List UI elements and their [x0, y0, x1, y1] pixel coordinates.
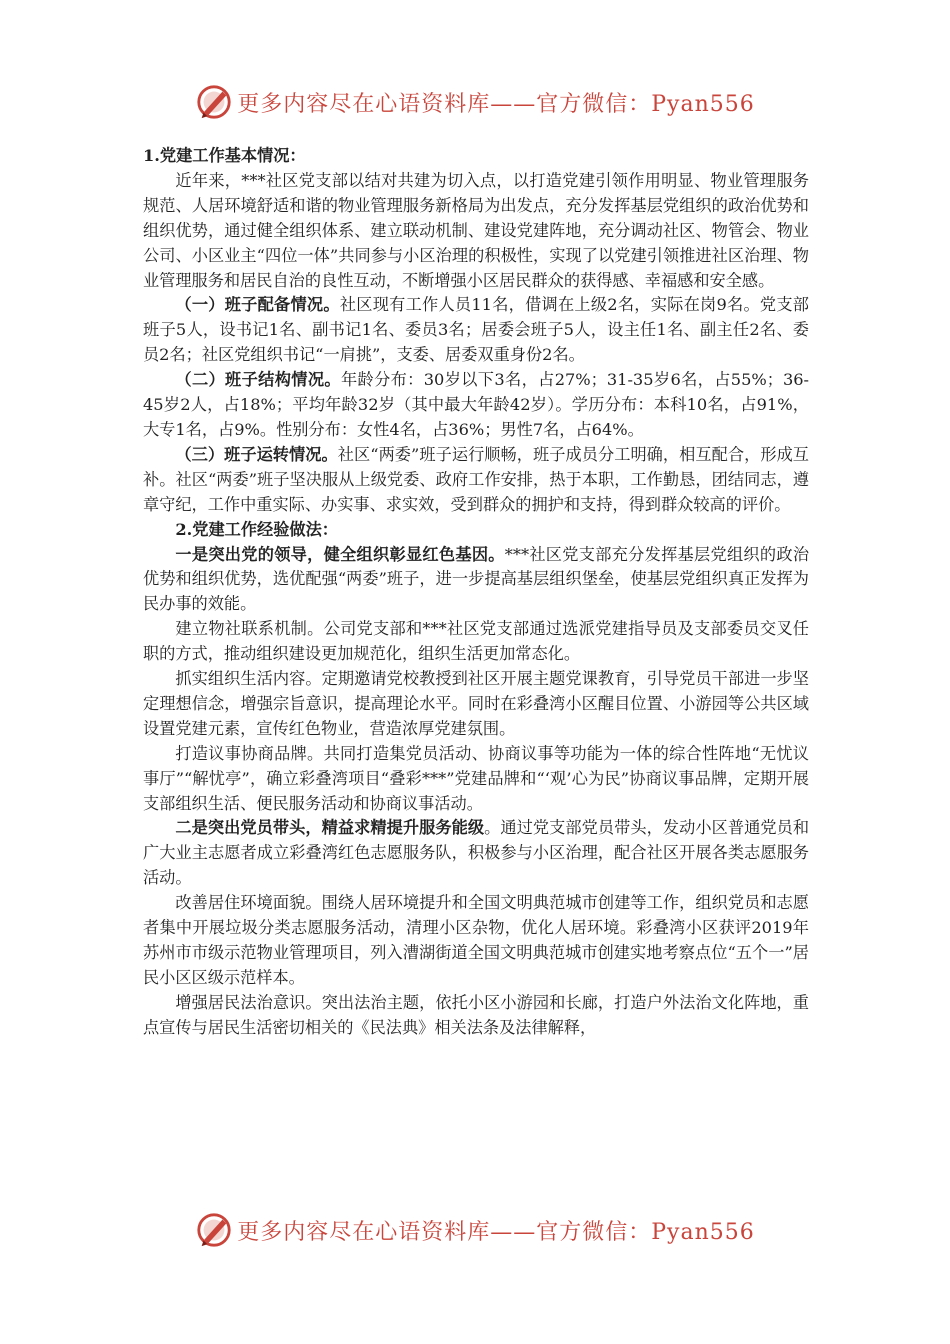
- paragraph-consultation-brand: 打造议事协商品牌。共同打造集党员活动、协商议事等功能为一体的综合性阵地“无忧议事厅”“解忧亭”，确立彩叠湾项目“叠彩***”党建品牌和“‘观’心为民”协商议事品牌，定期开展支部组织生活、便民服务活动和协商议事活动。: [143, 743, 809, 813]
- watermark-text: 更多内容尽在心语资料库——官方微信：Pyan556: [237, 91, 755, 117]
- paragraph-liaison-mechanism: 建立物社联系机制。公司党支部和***社区党支部通过选派党建指导员及支部委员交叉任职的方式，推动组织建设更加规范化，组织生活更加常态化。: [143, 619, 809, 664]
- watermark-banner-top: [0, 80, 950, 124]
- paragraph-legal-awareness: 增强居民法治意识。突出法治主题，依托小区小游园和长廊，打造户外法治文化阵地，重点宣传与居民生活密切相关的《民法典》相关法条及法律解释，: [143, 992, 809, 1037]
- paragraph-intro: 近年来，***社区党支部以结对共建为切入点，以打造党建引领作用明显、物业管理服务规范、人居环境舒适和谐的物业管理服务新格局为出发点，充分发挥基层党组织的政治优势和组织优势，通过健全组织体系、建立联动机制、建设党建阵地，充分调动社区、物管会、物业公司、小区业主“四位一体”共同参与小区治理的积极性，实现了以党建引领推进社区治理、物业管理服务和居民自治的良性互动，不断增强小区居民群众的获得感、幸福感和安全感。: [143, 170, 809, 290]
- pen-logo-icon: [195, 1211, 233, 1249]
- document-body: [143, 144, 809, 1041]
- watermark-banner-bottom: [0, 1208, 950, 1252]
- heading-experience: 2.党建工作经验做法：: [175, 519, 338, 539]
- paragraph-organization-life: 抓实组织生活内容。定期邀请党校教授到社区开展主题党课教育，引导党员干部进一步坚定理想信念，增强宗旨意识，提高理论水平。同时在彩叠湾小区醒目位置、小游园等公共区域设置党建元素，宣传红色物业，营造浓厚党建氛围。: [143, 669, 809, 738]
- paragraph-party-leadership: 一是突出党的领导，健全组织彰显红色基因。***社区党支部充分发挥基层党组织的政治优势和组织优势，选优配强“两委”班子，进一步提高基层组织堡垒，使基层党组织真正发挥为民办事的效能。: [143, 544, 810, 614]
- watermark-text: 更多内容尽在心语资料库——官方微信：Pyan556: [237, 1219, 755, 1245]
- paragraph-living-environment: 改善居住环境面貌。围绕人居环境提升和全国文明典范城市创建等工作，组织党员和志愿者集中开展垃圾分类志愿服务活动，清理小区杂物，优化人居环境。彩叠湾小区获评2019年苏州市市级示范物业管理项目，列入漕湖街道全国文明典范城市创建实地考察点位“五个一”居民小区区级示范样本。: [143, 893, 809, 987]
- paragraph-member-leading: 二是突出党员带头，精益求精提升服务能级。通过党支部党员带头，发动小区普通党员和广大业主志愿者成立彩叠湾红色志愿服务队，积极参与小区治理，配合社区开展各类志愿服务活动。: [143, 818, 810, 888]
- pen-logo-icon: [195, 83, 233, 121]
- heading-basic-situation: 1.党建工作基本情况：: [143, 146, 306, 165]
- paragraph-team-structure: （二）班子结构情况。年龄分布：30岁以下3名，占27%；31-35岁6名，占55%；36-45岁2人，占18%；平均年龄32岁（其中最大年龄42岁）。学历分布：本科10名，占91%，大专1名，占9%。性别分布：女性4名，占36%；男性7名，占64%。: [143, 370, 810, 439]
- paragraph-team-allocation: （一）班子配备情况。社区现有工作人员11名，借调在上级2名，实际在岗9名。党支部班子5人，设书记1名、副书记1名、委员3名；居委会班子5人，设主任1名、副主任2名、委员2名；社区党组织书记“一肩挑”，支委、居委双重身份2名。: [143, 295, 809, 365]
- paragraph-team-operation: （三）班子运转情况。社区“两委”班子运行顺畅，班子成员分工明确，相互配合，形成互补。社区“两委”班子坚决服从上级党委、政府工作安排，热于本职，工作勤恳，团结同志，遵章守纪，工作中重实际、办实事、求实效，受到群众的拥护和支持，得到群众较高的评价。: [143, 444, 809, 514]
